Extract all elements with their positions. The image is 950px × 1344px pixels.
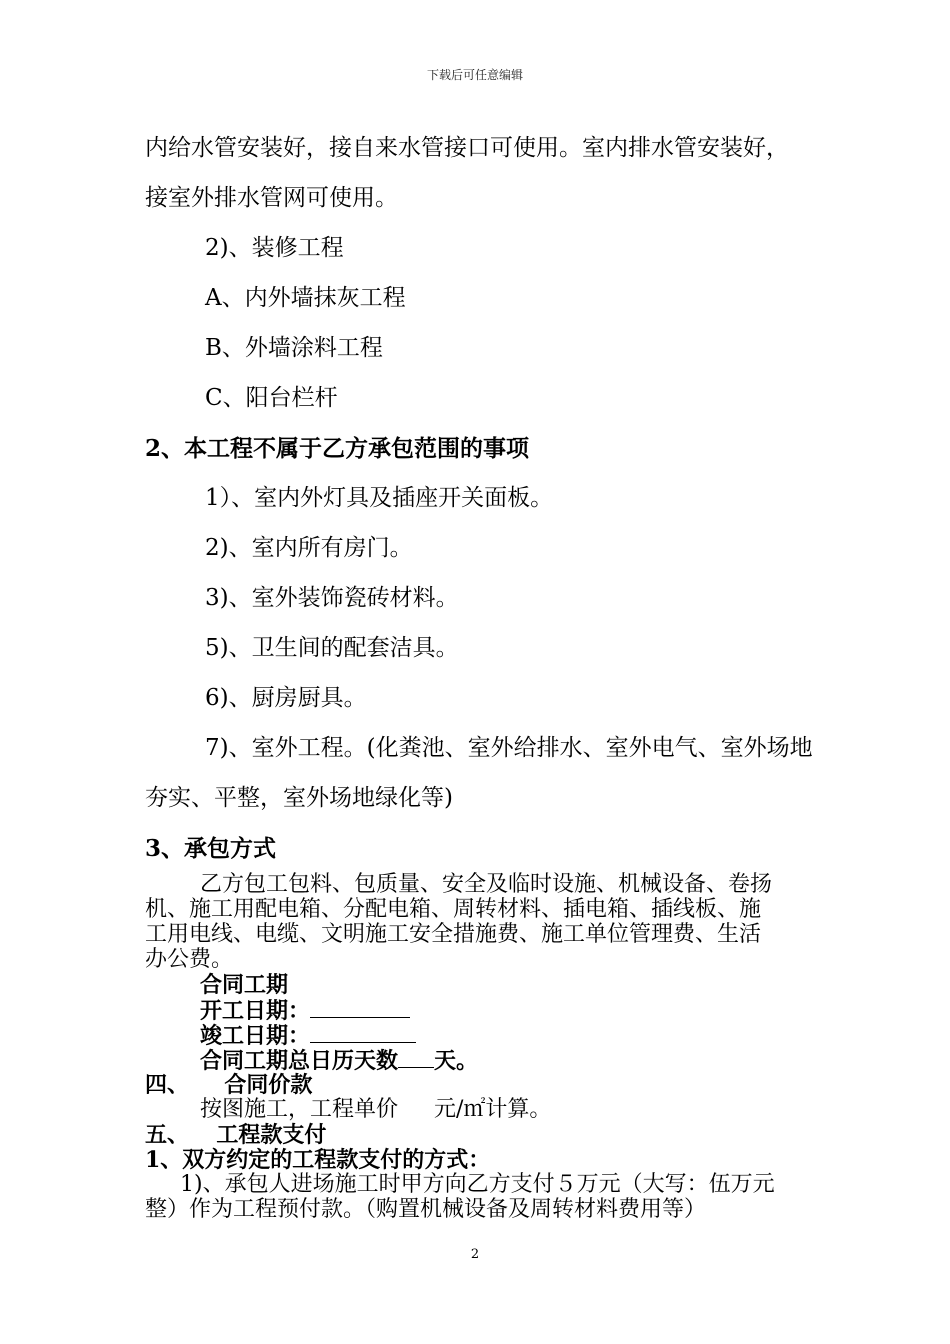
total-days-blank	[398, 1049, 434, 1068]
item-line: 5)、卫生间的配套洁具。	[205, 635, 459, 661]
total-days-label: 合同工期总日历天数	[200, 1048, 399, 1074]
contract-period-heading: 合同工期	[200, 972, 289, 998]
section-heading: 1、双方约定的工程款支付的方式：	[145, 1147, 491, 1173]
start-date-label: 开工日期：	[200, 998, 311, 1024]
item-line: 2)、室内所有房门。	[205, 535, 413, 561]
body-line: 1)、承包人进场施工时甲方向乙方支付５万元（大写：伍万元	[180, 1172, 775, 1197]
total-days-unit: 天。	[434, 1048, 479, 1074]
start-date-row	[200, 999, 410, 1022]
section-five-row	[145, 1124, 326, 1146]
page-number: 2	[470, 1247, 480, 1262]
end-date-row	[200, 1024, 416, 1047]
item-line: B、外墙涂料工程	[205, 335, 383, 361]
section-four-number: 四、	[145, 1072, 190, 1098]
end-date-blank	[310, 1024, 416, 1043]
item-line: 1）、室内外灯具及插座开关面板。	[205, 485, 554, 511]
section-heading: 3、承包方式	[145, 835, 277, 862]
body-line: 接室外排水管网可使用。	[145, 185, 398, 211]
section-four-row	[145, 1074, 312, 1096]
item-line: A、内外墙抹灰工程	[205, 285, 406, 311]
body-line: 机、施工用配电箱、分配电箱、周转材料、插电箱、插线板、施	[145, 897, 762, 922]
body-line: 内给水管安装好，接自来水管接口可使用。室内排水管安装好，	[145, 135, 789, 161]
item-line: 2)、装修工程	[205, 235, 344, 261]
total-days-row	[200, 1049, 478, 1072]
section-five-number: 五、	[145, 1122, 190, 1148]
body-line: 工用电线、电缆、文明施工安全措施费、施工单位管理费、生活	[145, 922, 762, 947]
start-date-blank	[310, 999, 410, 1018]
section-five-title: 工程款支付	[216, 1122, 327, 1148]
item-line: C、阳台栏杆	[205, 385, 338, 411]
item-line: 6)、厨房厨具。	[205, 685, 367, 711]
body-line: 办公费。	[145, 947, 234, 972]
unit-price-label: 按图施工，工程单价	[200, 1097, 399, 1122]
section-heading: 2、本工程不属于乙方承包范围的事项	[145, 435, 530, 462]
page-header: 下载后可任意编辑	[426, 68, 523, 82]
body-line: 乙方包工包料、包质量、安全及临时设施、机械设备、卷扬	[200, 872, 773, 897]
section-four-title: 合同价款	[224, 1072, 313, 1098]
unit-price-row	[200, 1099, 551, 1121]
item-line: 3)、室外装饰瓷砖材料。	[205, 585, 459, 611]
body-line: 夯实、平整，室外场地绿化等)	[145, 785, 453, 811]
end-date-label: 竣工日期：	[200, 1023, 311, 1049]
body-line: 整）作为工程预付款。（购置机械设备及周转材料费用等）	[145, 1197, 707, 1222]
item-line: 7)、室外工程。(化粪池、室外给排水、室外电气、室外场地	[205, 735, 813, 761]
unit-price-unit: 元/㎡计算。	[434, 1097, 552, 1122]
